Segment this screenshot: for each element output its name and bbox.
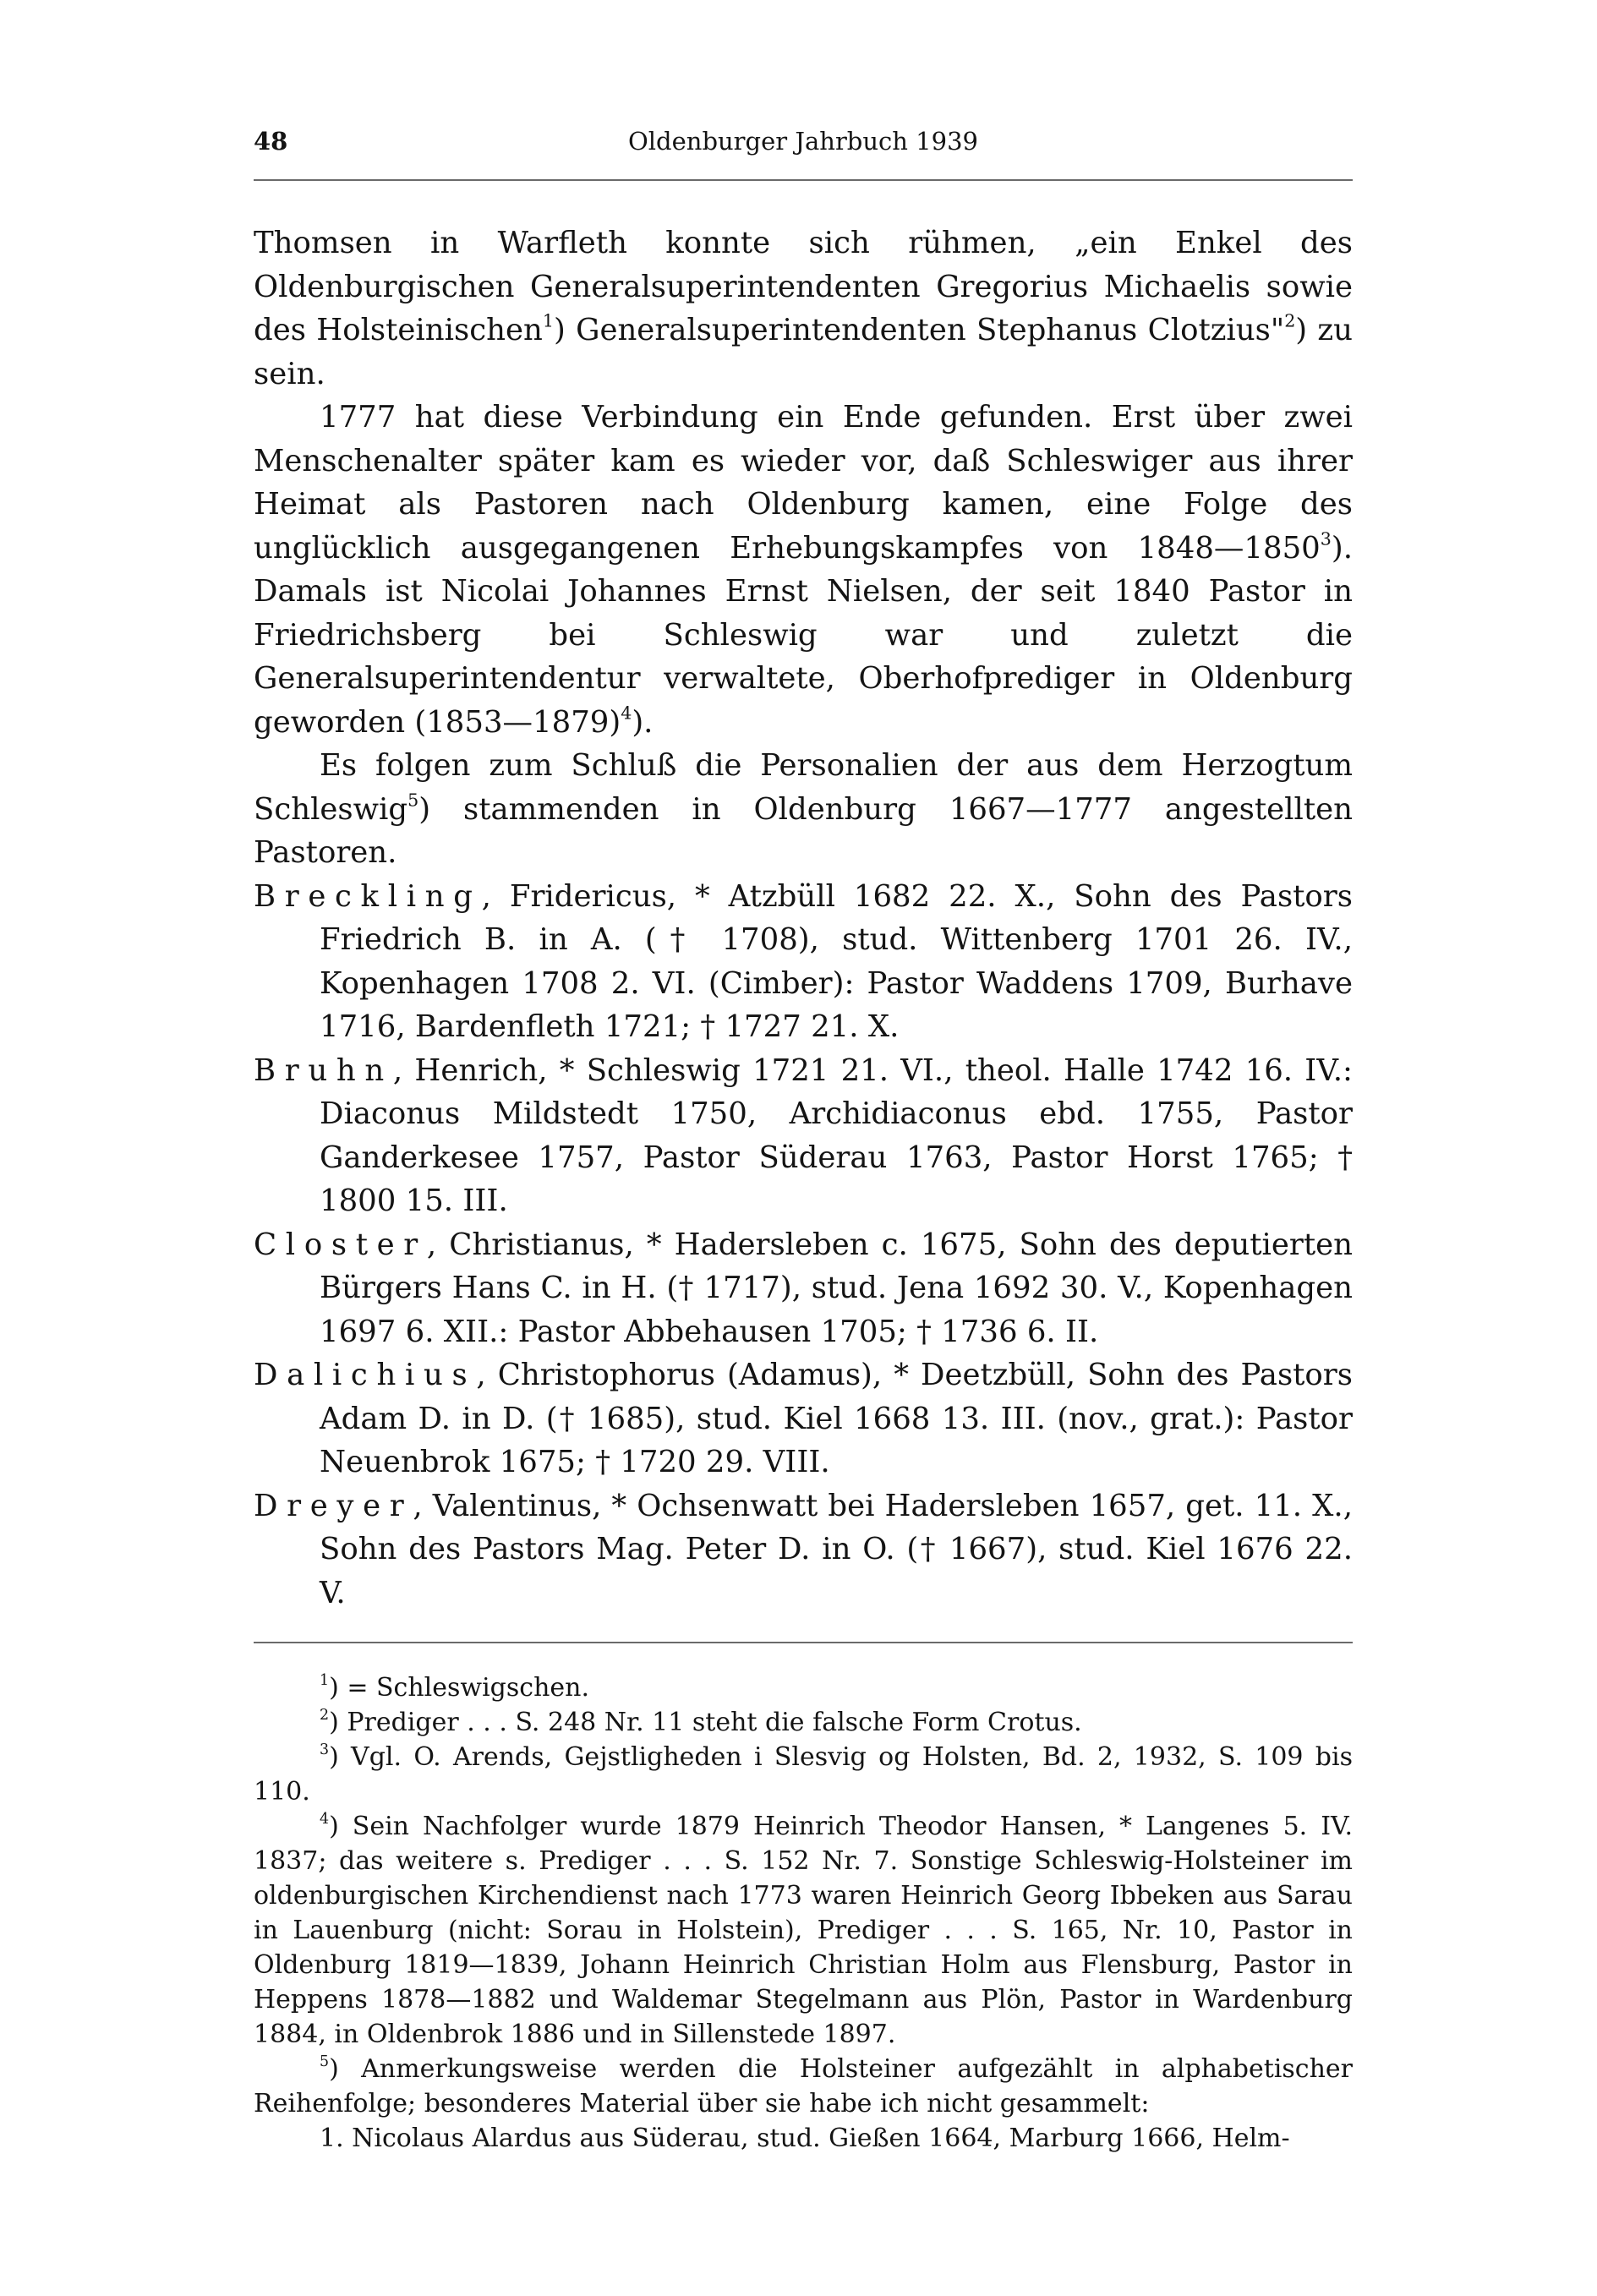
pastor-entry: [254, 1049, 1353, 1223]
footnote-ref: 4: [621, 702, 632, 724]
footnote-ref: 1: [542, 310, 554, 331]
pastor-entry: [254, 1353, 1353, 1484]
footnote-ref: 5: [407, 790, 419, 811]
footnote: $^1$) = Schleswigschen.: [320, 1671, 590, 1703]
footnote-mark: 1: [320, 1671, 330, 1689]
entry-text: , Valentinus, * Ochsenwatt bei Hadersleben 1657, get. 11. X., Sohn des Pastors Mag. Peter D. in O. († 1667), stud. Kiel 1676 22. V.: [320, 1488, 1353, 1610]
main-text: [254, 221, 1353, 1615]
running-header: [254, 127, 1353, 181]
footnote-mark: 5: [320, 2053, 330, 2070]
pastor-entry: [254, 1484, 1353, 1615]
entry-text: , Christianus, * Hadersleben c. 1675, Sohn des deputierten Bürgers Hans C. in H. († 1717), stud. Jena 1692 30. V., Kopenhagen 1697 6. XII.: Pastor Abbehausen 1705; † 1736 6. II.: [320, 1227, 1353, 1349]
footnote: $^2$) Prediger . . . S. 248 Nr. 11 steht die falsche Form Crotus.: [320, 1706, 1082, 1737]
entry-surname: Breckling: [254, 878, 482, 914]
pastor-entry: [254, 1223, 1353, 1354]
footnote-ref: 3: [1320, 528, 1332, 549]
footnote: $^3$) Vgl. O. Arends, Gejstligheden i Slesvig og Holsten, Bd. 2, 1932, S. 109 bis 110.: [254, 1741, 1353, 1807]
entry-surname: Bruhn: [254, 1052, 393, 1088]
footnote-mark: 2: [320, 1706, 330, 1724]
footnote-mark: 4: [320, 1810, 330, 1828]
footnote-list-item: 1. Nicolaus Alardus aus Süderau, stud. Gießen 1664, Marburg 1666, Helm-: [320, 2124, 1290, 2153]
paragraph: Es folgen zum Schluß die Personalien der aus dem Herzogtum Schleswig$^5$) stammenden in Oldenburg 1667—1777 angestellten Pastoren.: [254, 748, 1353, 870]
entry-surname: Closter: [254, 1227, 427, 1262]
footnote: $^5$) Anmerkungsweise werden die Holsteiner aufgezählt in alphabetischer Reihenfolge; besonderes Material über sie habe ich nicht gesammelt:: [254, 2053, 1353, 2118]
entry-surname: Dreyer: [254, 1488, 413, 1523]
paragraph: Thomsen in Warfleth konnte sich rühmen, „ein Enkel des Oldenburgischen Generalsuperintendenten Gregorius Michaelis sowie des Holsteinischen$^1$) Generalsuperintendenten Stephanus Clotzius"$^2$) zu sein.: [254, 226, 1353, 391]
entry-text: , Christophorus (Adamus), * Deetzbüll, Sohn des Pastors Adam D. in D. († 1685), stud. Kiel 1668 13. III. (nov., grat.): Pastor Neuenbrok 1675; † 1720 29. VIII.: [320, 1358, 1353, 1479]
entry-text: , Fridericus, * Atzbüll 1682 22. X., Sohn des Pastors Friedrich B. in A. († 1708), stud. Wittenberg 1701 26. IV., Kopenhagen 1708 2. VI. (Cimber): Pastor Waddens 1709, Burhave 1716, Bardenfleth 1721; † 1727 21. X.: [320, 878, 1353, 1044]
entry-text: , Henrich, * Schleswig 1721 21. VI., theol. Halle 1742 16. IV.: Diaconus Mildstedt 1750, Archidiaconus ebd. 1755, Pastor Ganderkesee 1757, Pastor Süderau 1763, Pastor Horst 1765; † 1800 15. III.: [320, 1052, 1353, 1218]
pastor-entry: [254, 875, 1353, 1049]
entry-surname: Dalichius: [254, 1358, 477, 1392]
page-number: 48: [254, 127, 288, 156]
paragraph: 1777 hat diese Verbindung ein Ende gefunden. Erst über zwei Menschenalter später kam es wieder vor, daß Schleswiger aus ihrer Heimat als Pastoren nach Oldenburg kamen, eine Folge des unglücklich ausgegangenen Erhebungskampfes von 1848—1850$^3$). Damals ist Nicolai Johannes Ernst Nielsen, der seit 1840 Pastor in Friedrichsberg bei Schleswig war und zuletzt die Generalsuperintendentur verwaltete, Oberhofprediger in Oldenburg geworden (1853—1879)$^4$).: [254, 400, 1353, 740]
running-title: Oldenburger Jahrbuch 1939: [627, 127, 978, 156]
footnote-ref: 2: [1284, 310, 1296, 331]
footnote-mark: 3: [320, 1741, 330, 1758]
book-page: [254, 127, 1353, 2156]
footnote: $^4$) Sein Nachfolger wurde 1879 Heinrich Theodor Hansen, * Langenes 5. IV. 1837; das weitere s. Prediger . . . S. 152 Nr. 7. Sonstige Schleswig-Holsteiner im oldenburgischen Kirchendienst nach 1773 waren Heinrich Georg Ibbeken aus Sarau in Lauenburg (nicht: Sorau in Holstein), Prediger . . . S. 165, Nr. 10, Pastor in Oldenburg 1819—1839, Johann Heinrich Christian Holm aus Flensburg, Pastor in Heppens 1878—1882 und Waldemar Stegelmann aus Plön, Pastor in Wardenburg 1884, in Oldenbrok 1886 und in Sillenstede 1897.: [254, 1810, 1353, 2049]
footnote-divider: [254, 1642, 1353, 1643]
footnotes: [254, 1670, 1353, 2156]
